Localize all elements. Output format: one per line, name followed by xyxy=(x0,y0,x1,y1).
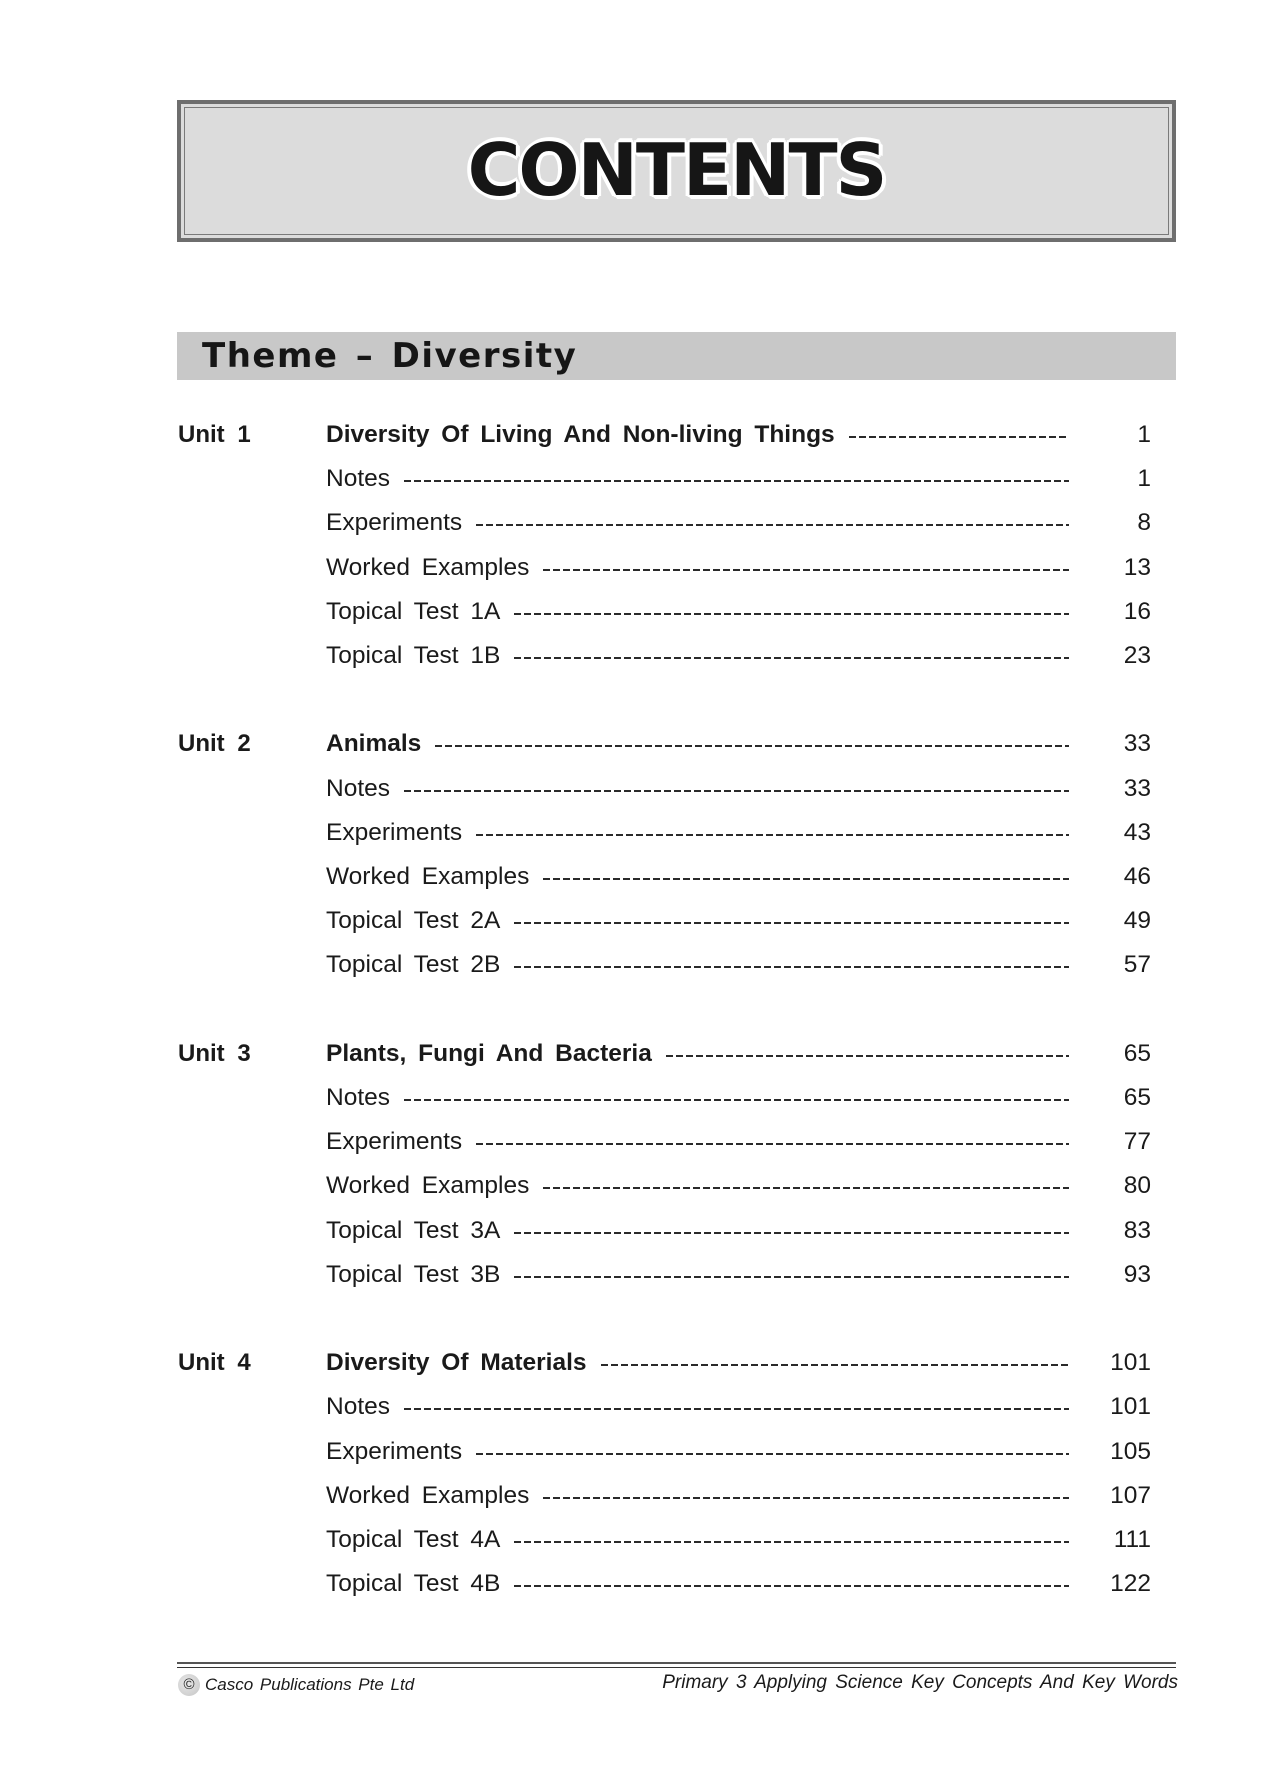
page-number: 57 xyxy=(1123,951,1151,979)
unit-title-entry[interactable] xyxy=(326,1348,1069,1378)
toc-entry-row xyxy=(0,950,1276,994)
section-entry[interactable] xyxy=(326,906,1069,936)
page-number: 33 xyxy=(1123,730,1151,758)
section-title: Worked Examples xyxy=(326,863,530,890)
section-title: Notes xyxy=(326,774,391,802)
page-number: 111 xyxy=(1113,1526,1151,1553)
page-number: 77 xyxy=(1123,1128,1151,1156)
section-title: Notes xyxy=(326,1084,391,1111)
toc-entry-row xyxy=(0,1083,1276,1127)
page-number: 16 xyxy=(1123,597,1151,625)
unit-title: Diversity Of Living And Non-living Things xyxy=(326,421,835,448)
section-title: Notes xyxy=(326,465,391,493)
dotted-leader xyxy=(476,1143,1069,1145)
dotted-leader xyxy=(404,790,1069,792)
toc-unit-row xyxy=(0,729,1276,773)
section-title: Experiments xyxy=(326,1437,463,1465)
toc-entry-row xyxy=(0,508,1276,552)
section-title: Topical Test 2A xyxy=(326,907,501,935)
page-number: 1 xyxy=(1137,465,1151,493)
section-title: Topical Test 3B xyxy=(326,1260,501,1288)
page-number: 33 xyxy=(1123,774,1151,802)
toc-entry-row xyxy=(0,906,1276,950)
toc-entry-row xyxy=(0,553,1276,597)
dotted-leader xyxy=(543,1187,1069,1189)
toc-unit-row xyxy=(0,1348,1276,1392)
footer-book-title: Primary 3 Applying Science Key Concepts And Key Words xyxy=(662,1672,1178,1693)
dotted-leader xyxy=(404,1099,1069,1101)
page-number: 80 xyxy=(1123,1172,1151,1200)
dotted-leader xyxy=(514,1232,1069,1234)
section-title: Worked Examples xyxy=(326,1172,530,1200)
page-number: 43 xyxy=(1123,818,1151,846)
section-entry[interactable] xyxy=(326,1216,1069,1246)
section-title: Experiments xyxy=(326,818,463,846)
section-entry[interactable] xyxy=(326,1260,1069,1290)
theme-title: Theme – Diversity xyxy=(202,336,578,376)
unit-title-entry[interactable] xyxy=(326,1039,1069,1069)
toc-entry-row xyxy=(0,1437,1276,1481)
dotted-leader xyxy=(404,1408,1069,1410)
dotted-leader xyxy=(666,1055,1069,1057)
page-number: 93 xyxy=(1123,1260,1151,1288)
dotted-leader xyxy=(514,922,1069,924)
dotted-leader xyxy=(476,524,1069,526)
contents-title-box xyxy=(177,100,1176,242)
toc-entry-row xyxy=(0,862,1276,906)
dotted-leader xyxy=(601,1364,1069,1366)
section-entry[interactable] xyxy=(326,1481,1069,1511)
section-title: Topical Test 2B xyxy=(326,951,501,979)
footer-publisher xyxy=(178,1673,414,1697)
unit-title: Plants, Fungi And Bacteria xyxy=(326,1039,652,1067)
dotted-leader xyxy=(514,1276,1069,1278)
toc-entry-row xyxy=(0,641,1276,685)
section-title: Topical Test 4B xyxy=(326,1570,501,1598)
section-title: Notes xyxy=(326,1393,391,1421)
toc-entry-row xyxy=(0,1216,1276,1260)
unit-label: Unit 2 xyxy=(178,730,251,758)
dotted-leader xyxy=(543,1497,1069,1499)
dotted-leader xyxy=(543,878,1069,880)
dotted-leader xyxy=(476,1453,1069,1455)
dotted-leader xyxy=(514,613,1069,615)
unit-title-entry[interactable] xyxy=(326,729,1069,759)
unit-title: Diversity Of Materials xyxy=(326,1349,587,1377)
footer-divider xyxy=(177,1667,1176,1668)
toc-entry-row xyxy=(0,1171,1276,1215)
toc-unit-row xyxy=(0,420,1276,464)
section-title: Topical Test 1B xyxy=(326,642,501,669)
section-entry[interactable] xyxy=(326,1437,1069,1467)
page-number: 1 xyxy=(1137,421,1151,448)
dotted-leader xyxy=(404,480,1069,482)
section-entry[interactable] xyxy=(326,862,1069,892)
section-entry[interactable] xyxy=(326,464,1069,494)
toc-entry-row xyxy=(0,1569,1276,1613)
section-title: Experiments xyxy=(326,509,463,537)
section-entry[interactable] xyxy=(326,1569,1069,1599)
section-entry[interactable] xyxy=(326,1127,1069,1157)
unit-label: Unit 1 xyxy=(178,421,251,448)
dotted-leader xyxy=(849,436,1069,438)
page-number: 46 xyxy=(1123,863,1151,890)
section-title: Topical Test 4A xyxy=(326,1526,501,1553)
page-number: 49 xyxy=(1123,907,1151,935)
section-entry[interactable] xyxy=(326,641,1069,671)
page-number: 23 xyxy=(1123,642,1151,669)
dotted-leader xyxy=(514,1585,1069,1587)
page-number: 105 xyxy=(1110,1437,1151,1465)
section-entry[interactable] xyxy=(326,774,1069,804)
section-title: Topical Test 1A xyxy=(326,597,501,625)
page-number: 101 xyxy=(1110,1393,1151,1421)
toc-entry-row xyxy=(0,1127,1276,1171)
dotted-leader xyxy=(543,569,1069,571)
unit-label: Unit 4 xyxy=(178,1349,251,1377)
section-entry[interactable] xyxy=(326,818,1069,848)
section-entry[interactable] xyxy=(326,597,1069,627)
unit-label: Unit 3 xyxy=(178,1039,251,1067)
section-entry[interactable] xyxy=(326,508,1069,538)
section-entry[interactable] xyxy=(326,553,1069,583)
section-title: Worked Examples xyxy=(326,1481,530,1509)
section-entry[interactable] xyxy=(326,950,1069,980)
page-number: 13 xyxy=(1123,553,1151,581)
section-title: Worked Examples xyxy=(326,553,530,581)
page-number: 65 xyxy=(1123,1084,1151,1111)
section-entry[interactable] xyxy=(326,1525,1069,1555)
section-entry[interactable] xyxy=(326,1171,1069,1201)
footer-divider xyxy=(177,1662,1176,1664)
page-title: CONTENTS xyxy=(467,128,886,212)
toc-entry-row xyxy=(0,818,1276,862)
page-number: 101 xyxy=(1110,1349,1151,1377)
section-entry[interactable] xyxy=(326,1392,1069,1422)
page-number: 8 xyxy=(1137,509,1151,537)
toc-entry-row xyxy=(0,464,1276,508)
unit-title-entry[interactable] xyxy=(326,420,1069,450)
dotted-leader xyxy=(514,1541,1069,1543)
toc-entry-row xyxy=(0,1481,1276,1525)
dotted-leader xyxy=(476,834,1069,836)
toc-entry-row xyxy=(0,1260,1276,1304)
theme-header xyxy=(177,332,1176,380)
page-number: 83 xyxy=(1123,1216,1151,1244)
publisher-name: Casco Publications Pte Ltd xyxy=(205,1675,415,1694)
page-number: 65 xyxy=(1123,1039,1151,1067)
section-title: Topical Test 3A xyxy=(326,1216,501,1244)
dotted-leader xyxy=(435,745,1069,747)
copyright-icon: © xyxy=(178,1674,200,1696)
dotted-leader xyxy=(514,657,1069,659)
unit-title: Animals xyxy=(326,730,422,758)
toc-entry-row xyxy=(0,597,1276,641)
page-number: 122 xyxy=(1110,1570,1151,1598)
section-title: Experiments xyxy=(326,1128,463,1156)
section-entry[interactable] xyxy=(326,1083,1069,1113)
toc-entry-row xyxy=(0,774,1276,818)
dotted-leader xyxy=(514,966,1069,968)
toc-entry-row xyxy=(0,1525,1276,1569)
toc-unit-row xyxy=(0,1039,1276,1083)
page-number: 107 xyxy=(1110,1481,1151,1509)
toc-entry-row xyxy=(0,1392,1276,1436)
